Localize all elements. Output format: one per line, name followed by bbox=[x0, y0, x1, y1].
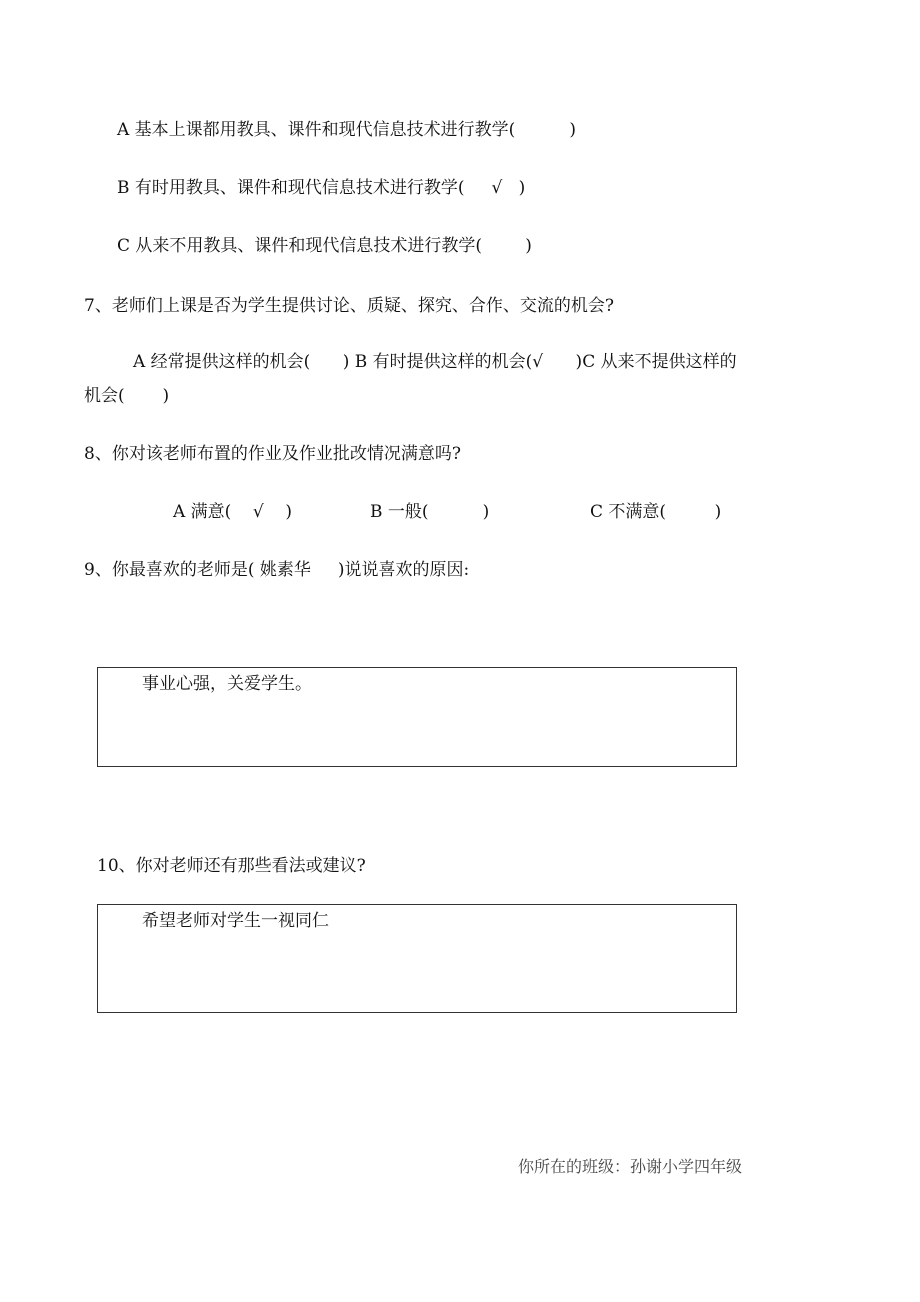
q6-option-b: B 有时用教具、课件和现代信息技术进行教学( √ ) bbox=[117, 178, 526, 198]
class-info: 你所在的班级：孙谢小学四年级 bbox=[518, 1157, 743, 1176]
q9-answer-text: 事业心强，关爱学生。 bbox=[142, 674, 312, 694]
q8-question: 8、你对该老师布置的作业及作业批改情况满意吗? bbox=[84, 444, 461, 464]
q10-answer-box bbox=[97, 904, 737, 1013]
q10-question: 10、你对老师还有那些看法或建议? bbox=[97, 856, 366, 876]
q6-option-a: A 基本上课都用教具、课件和现代信息技术进行教学( ) bbox=[117, 120, 576, 140]
q8-option-a: A 满意( √ ) bbox=[173, 502, 293, 522]
q10-answer-text: 希望老师对学生一视同仁 bbox=[142, 911, 329, 931]
q7-options-continued: 机会( ) bbox=[84, 386, 170, 406]
q6-option-c: C 从来不用教具、课件和现代信息技术进行教学( ) bbox=[117, 236, 532, 256]
q8-option-b: B 一般( ) bbox=[370, 502, 490, 522]
q7-options: A 经常提供这样的机会( ) B 有时提供这样的机会(√ )C 从来不提供这样的 bbox=[133, 352, 737, 372]
q7-question: 7、老师们上课是否为学生提供讨论、质疑、探究、合作、交流的机会? bbox=[84, 296, 614, 316]
q8-option-c: C 不满意( ) bbox=[590, 502, 722, 522]
q9-question: 9、你最喜欢的老师是( 姚素华 )说说喜欢的原因: bbox=[84, 560, 470, 580]
q9-answer-box bbox=[97, 667, 737, 767]
